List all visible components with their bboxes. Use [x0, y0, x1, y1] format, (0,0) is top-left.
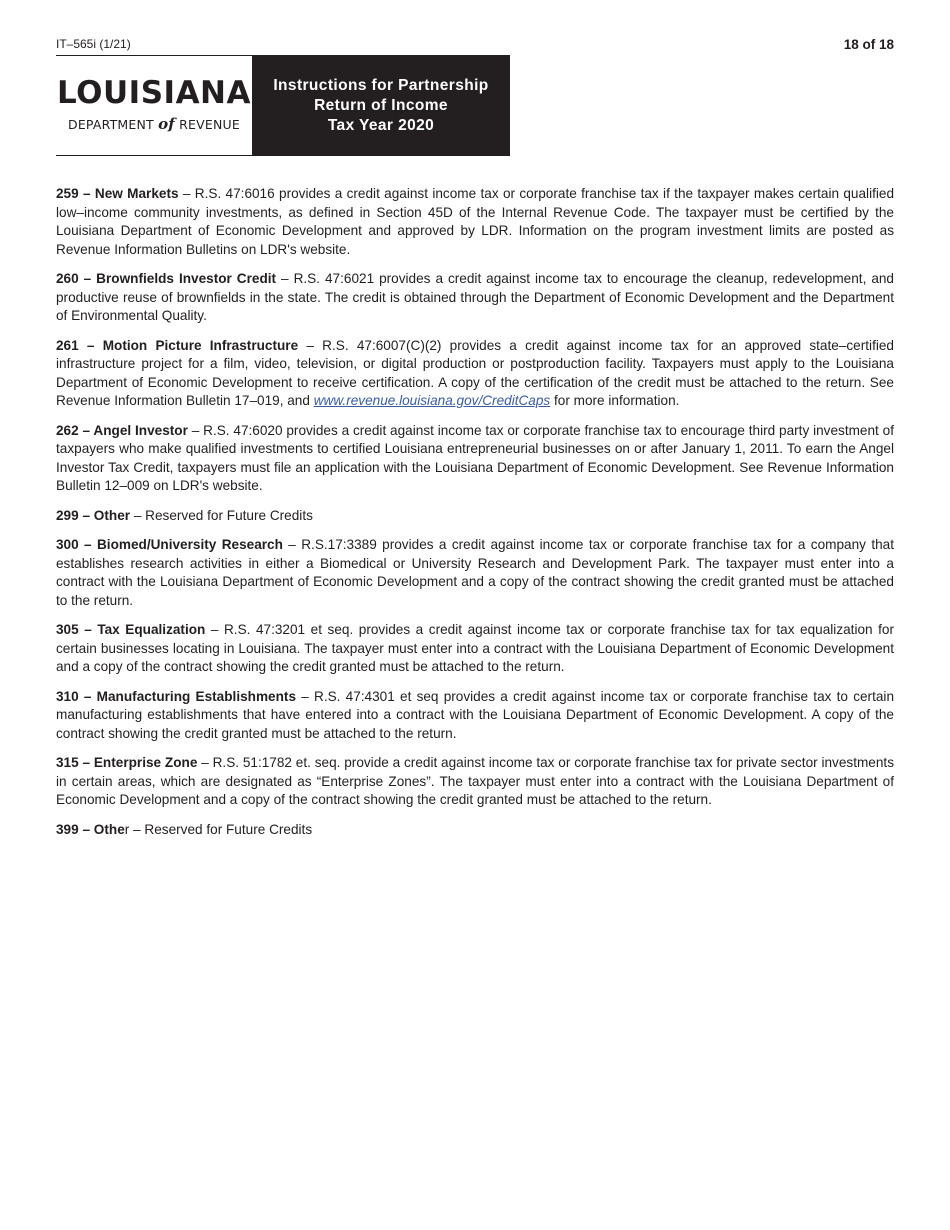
title-line-1: Instructions for Partnership — [273, 76, 489, 94]
credit-text: – R.S. 51:1782 et. seq. provide a credit against income tax or corporate franchise tax for private sector investments in certain areas, which are designated as “Enterprise Zones”. The taxpayer must enter into a contract with the Louisiana Department of Economic Development and a copy of the contract showing the credit granted must be attached to the return. — [56, 755, 895, 807]
form-id: IT–565i (1/21) — [56, 37, 131, 51]
credit-text: – R.S. 47:6016 provides a credit against income tax or corporate franchise tax if the taxpayer makes certain qualified low–income community investments, as defined in Section 45D of the Internal Revenue Code. The taxpayer must be certified by the Louisiana Department of Economic Development and approved by LDR. Information on the program investment limits are posted as Revenue Information Bulletins on LDR's website. — [56, 186, 895, 257]
title-line-2: Return of Income — [314, 96, 448, 114]
document-title — [252, 55, 510, 156]
document-header — [56, 55, 510, 156]
credit-260 — [56, 270, 894, 326]
title-line-3: Tax Year 2020 — [327, 116, 435, 134]
credit-heading: 260 – Brownfields Investor Credit — [56, 271, 277, 286]
credits-list — [56, 185, 894, 850]
credit-315 — [56, 754, 894, 810]
credit-text: – R.S.17:3389 provides a credit against income tax or corporate franchise tax for a company that establishes research activities in either a Biomedical or University Research and Development Park. The taxpayer must enter into a contract with the Louisiana Department of Economic Development and a copy of the contract showing the credit granted must be attached to the return. — [56, 537, 894, 608]
credit-text: – R.S. 47:6020 provides a credit against income tax or corporate franchise tax to encourage third party investment of taxpayers who make qualified investments to certified Louisiana entrepreneurial businesses on or after January 1, 2011. To earn the Angel Investor Tax Credit, taxpayers must file an application with the Louisiana Department of Economic Development. See Revenue Information Bulletin 12–009 on LDR's website. — [56, 422, 894, 493]
page-number: 18 of 18 — [843, 37, 894, 52]
credit-259 — [56, 185, 894, 259]
credit-heading: 305 – Tax Equalization — [56, 622, 206, 637]
credit-305 — [56, 621, 894, 677]
credit-heading: 315 – Enterprise Zone — [56, 755, 198, 770]
credit-text: – R.S. 47:3201 et seq. provides a credit against income tax or corporate franchise tax for tax equalization for certain businesses locating in Louisiana. The taxpayer must enter into a contract with the Louisiana Department of Economic Development and a copy of the contract showing the credit granted must be attached to the return. — [56, 622, 894, 674]
credit-heading: 261 – Motion Picture Infrastructure — [56, 337, 299, 353]
credit-heading: 299 – Other — [56, 507, 131, 523]
credit-text: r – Reserved for Future Credits — [124, 821, 313, 837]
logo-wordmark: LOUISIANA — [57, 75, 251, 111]
credit-text: – R.S. 47:4301 et seq provides a credit against income tax or corporate franchise tax to certain manufacturing establishments that have entered into a contract with the Louisiana Department of Economic Development. A copy of the contract showing the credit granted must be attached to the return. — [56, 688, 895, 741]
logo-sub-of: of — [158, 115, 175, 133]
credit-262 — [56, 422, 894, 496]
ldr-logo — [56, 55, 252, 156]
creditcaps-link[interactable]: www.revenue.louisiana.gov/CreditCaps — [313, 393, 551, 408]
credit-399 — [56, 821, 894, 840]
credit-text: – R.S. 47:6007(C)(2) provides a credit against income tax for an approved state–certified infrastructure project for a film, video, television, or digital production or postproduction facility. Taxpayers must apply to the Louisiana Department of Economic Development to receive certification. A copy of the certification of the credit must be attached to the return. See Revenue Information Bulletin 17–019, and — [56, 337, 894, 408]
logo-subtitle — [68, 115, 240, 133]
logo-sub-revenue: REVENUE — [179, 117, 240, 132]
credit-heading: 300 – Biomed/University Research — [56, 537, 283, 552]
credit-text: – Reserved for Future Credits — [130, 507, 313, 523]
credit-text-after: for more information. — [550, 393, 680, 408]
credit-heading: 399 – Othe — [56, 821, 125, 837]
logo-sub-department: DEPARTMENT — [68, 117, 154, 132]
credit-261 — [56, 337, 894, 411]
credit-text: – R.S. 47:6021 provides a credit against income tax to encourage the cleanup, redevelopment, and productive reuse of brownfields in the state. The credit is obtained through the Department of Economic Development and the Department of Environmental Quality. — [56, 271, 894, 323]
credit-300 — [56, 536, 894, 610]
credit-310 — [56, 688, 894, 744]
credit-heading: 262 – Angel Investor — [56, 422, 188, 438]
credit-299 — [56, 507, 894, 526]
credit-heading: 259 – New Markets — [56, 186, 179, 201]
credit-heading: 310 – Manufacturing Establishments — [56, 688, 297, 704]
